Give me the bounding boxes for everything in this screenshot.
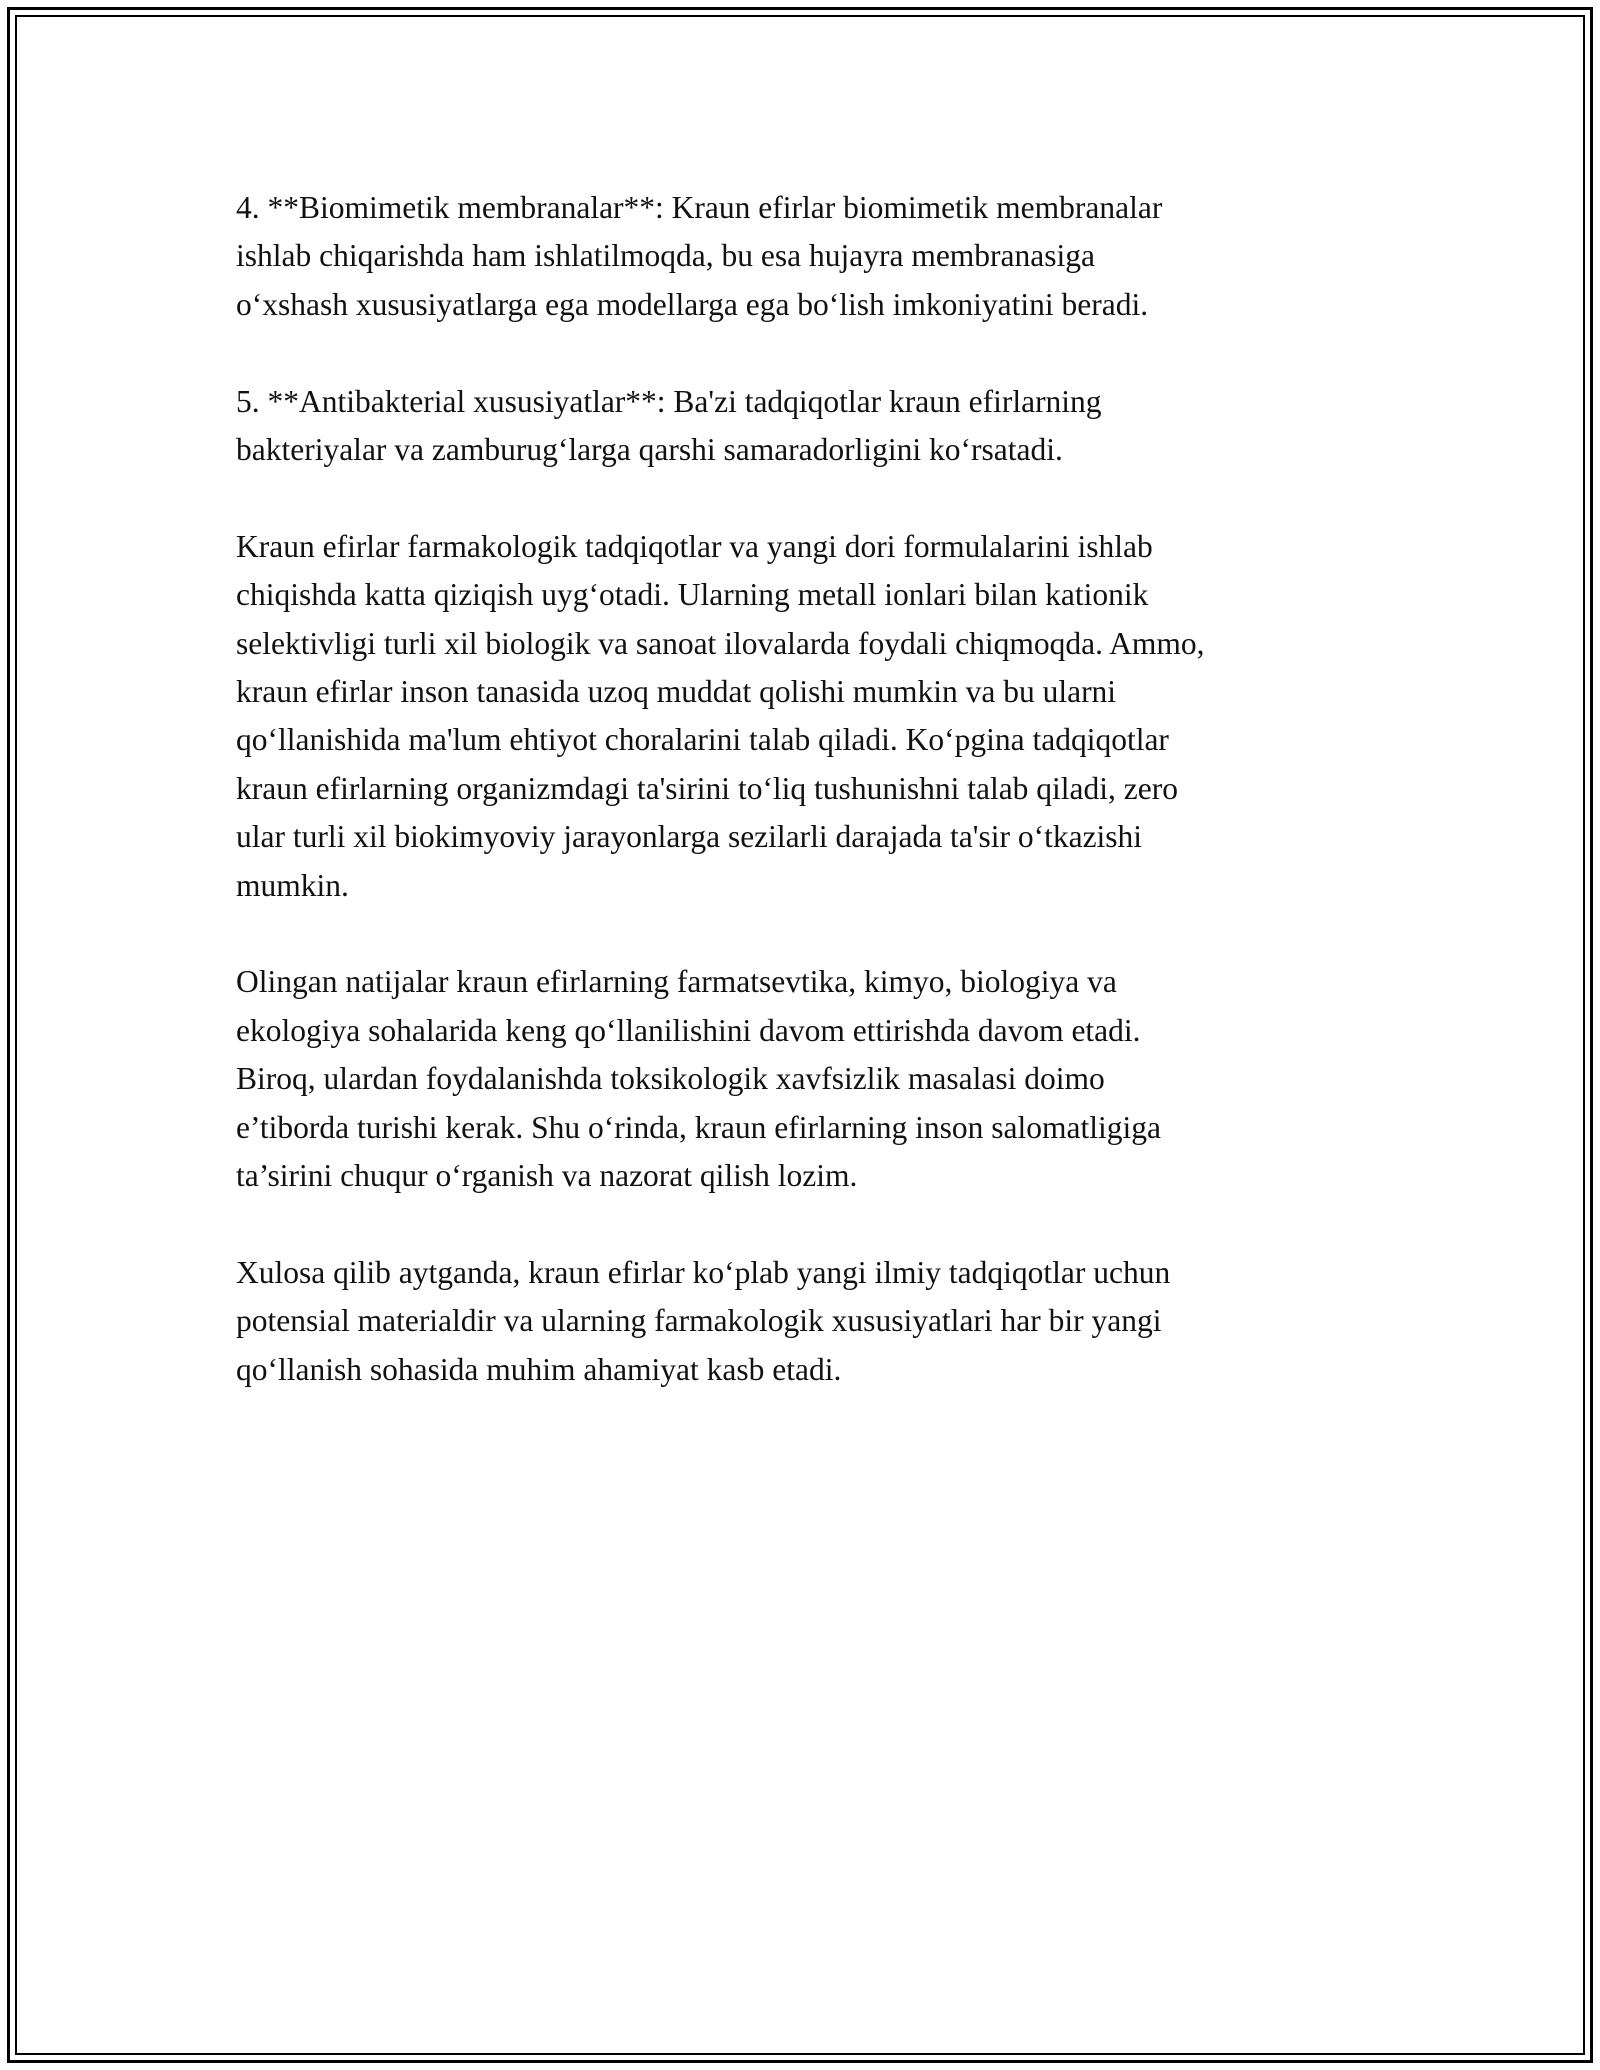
paragraph-antibacterial-properties: 5. **Antibakterial xususiyatlar**: Ba'zi tadqiqotlar kraun efirlarning bakteriyalar va zamburug‘larga qarshi samaradorligini ko‘rsatadi.: [236, 383, 1102, 468]
document-body: [236, 184, 1376, 1442]
paragraph-pharmacological-research: Kraun efirlar farmakologik tadqiqotlar va yangi dori formulalarini ishlab chiqishda katta qiziqish uyg‘otadi. Ularning metall ionlari bilan kationik selektivligi turli xil biologik va sanoat ilovalarda foydali chiqmoqda. Ammo, kraun efirlar inson tanasida uzoq muddat qolishi mumkin va bu ularni qo‘llanishida ma'lum ehtiyot choralarini talab qiladi. Ko‘pgina tadqiqotlar kraun efirlarning organizmdagi ta'sirini to‘liq tushunishni talab qiladi, zero ular turli xil biokimyoviy jarayonlarga sezilarli darajada ta'sir o‘tkazishi mumkin.: [236, 528, 1205, 903]
paragraph-conclusion: Xulosa qilib aytganda, kraun efirlar ko‘plab yangi ilmiy tadqiqotlar uchun potensial materialdir va ularning farmakologik xususiyatlari har bir yangi qo‘llanish sohasida muhim ahamiyat kasb etadi.: [236, 1254, 1171, 1387]
paragraph-biomimetic-membranes: 4. **Biomimetik membranalar**: Kraun efirlar biomimetik membranalar ishlab chiqarishda ham ishlatilmoqda, bu esa hujayra membranasiga o‘xshash xususiyatlarga ega modellarga ega bo‘lish imkoniyatini beradi.: [236, 190, 1163, 322]
paragraph-results: Olingan natijalar kraun efirlarning farmatsevtika, kimyo, biologiya va ekologiya sohalarida keng qo‘llanilishini davom ettirishda davom etadi. Biroq, ulardan foydalanishda toksikologik xavfsizlik masalasi doimo e’tiborda turishi kerak. Shu o‘rinda, kraun efirlarning inson salomatligiga ta’sirini chuqur o‘rganish va nazorat qilish lozim.: [236, 964, 1161, 1194]
